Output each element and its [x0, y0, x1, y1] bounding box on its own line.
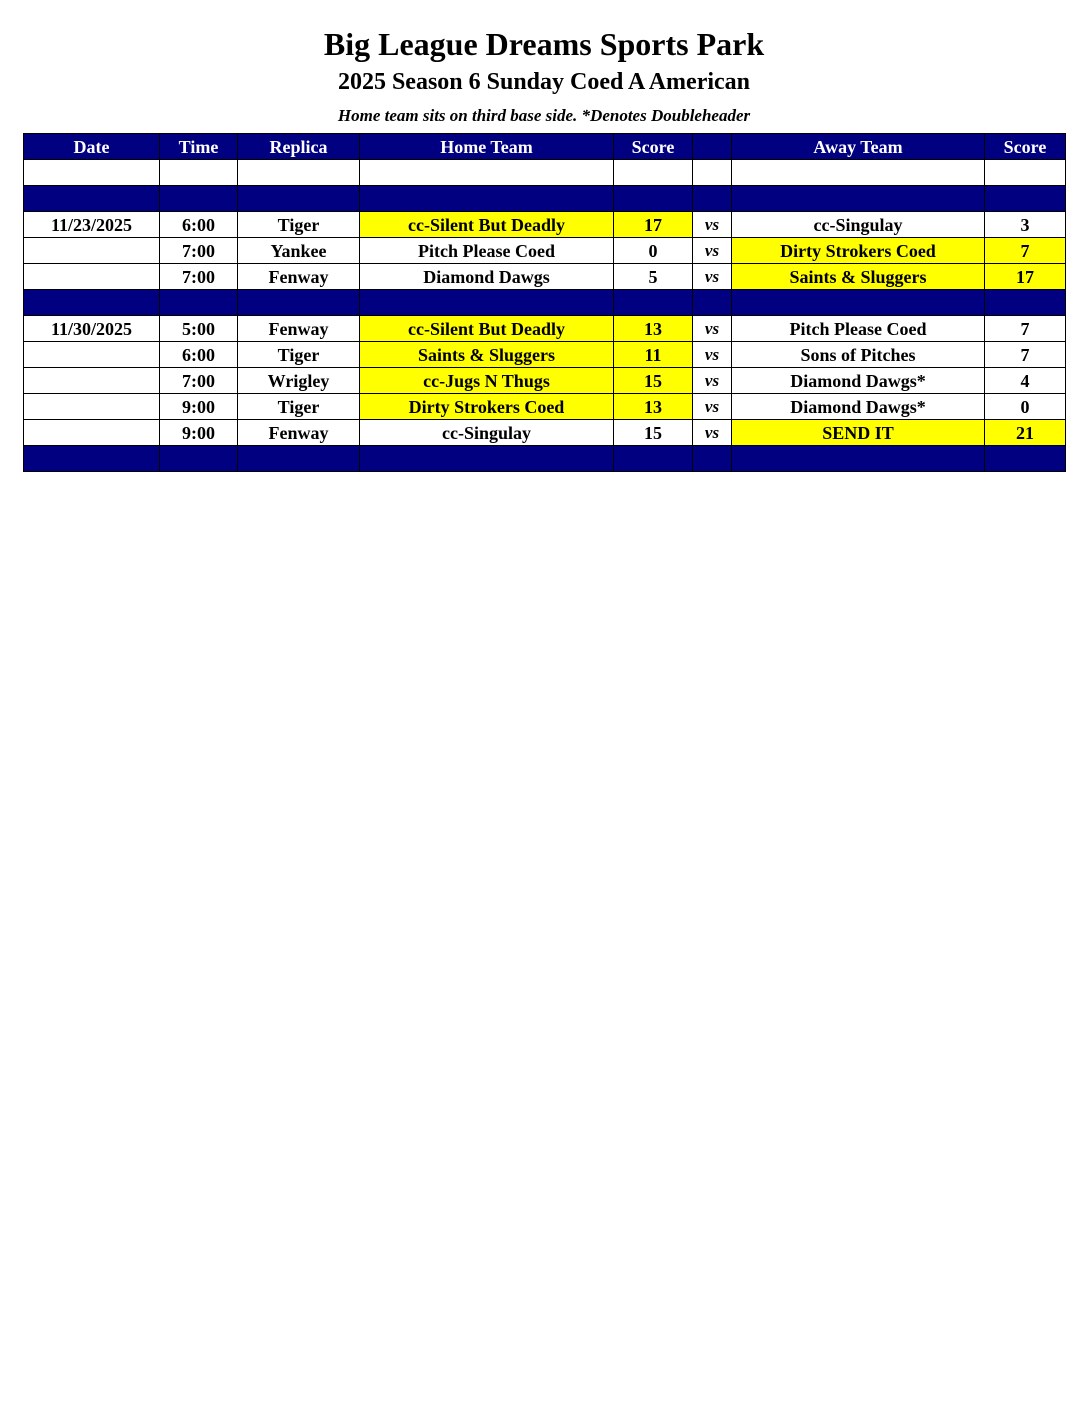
separator-row-cell	[24, 290, 160, 316]
replica-cell: Fenway	[238, 420, 360, 446]
home-team-cell: cc-Jugs N Thugs	[360, 368, 614, 394]
blank-row-cell	[614, 160, 693, 186]
separator-row-cell	[238, 290, 360, 316]
away-score-cell: 7	[985, 342, 1066, 368]
blank-row-cell	[985, 160, 1066, 186]
home-score-cell: 15	[614, 420, 693, 446]
page-note: Home team sits on third base side. *Denotes Doubleheader	[337, 106, 751, 125]
col-replica-header: Replica	[238, 134, 360, 160]
separator-row	[24, 186, 1066, 212]
table-header-row	[24, 134, 1066, 160]
vs-cell: vs	[693, 368, 732, 394]
home-team-cell: cc-Silent But Deadly	[360, 212, 614, 238]
separator-row-cell	[614, 446, 693, 472]
replica-cell: Wrigley	[238, 368, 360, 394]
separator-row-cell	[160, 290, 238, 316]
home-score-cell: 13	[614, 394, 693, 420]
home-score-cell: 15	[614, 368, 693, 394]
date-cell: 11/30/2025	[24, 316, 160, 342]
away-score-cell: 4	[985, 368, 1066, 394]
page-subtitle: 2025 Season 6 Sunday Coed A American	[337, 69, 751, 95]
away-score-cell: 17	[985, 264, 1066, 290]
col-time-header: Time	[160, 134, 238, 160]
vs-cell: vs	[693, 316, 732, 342]
away-team-cell: Sons of Pitches	[732, 342, 985, 368]
col-vs-header	[693, 134, 732, 160]
away-score-cell: 7	[985, 316, 1066, 342]
separator-row-cell	[985, 446, 1066, 472]
date-cell	[24, 420, 160, 446]
away-team-cell: Diamond Dawgs*	[732, 394, 985, 420]
col-away-team-header: Away Team	[732, 134, 985, 160]
replica-cell: Fenway	[238, 316, 360, 342]
separator-row-cell	[985, 186, 1066, 212]
separator-row-cell	[614, 290, 693, 316]
separator-row-cell	[24, 186, 160, 212]
away-team-cell: SEND IT	[732, 420, 985, 446]
separator-row-cell	[160, 446, 238, 472]
game-row	[24, 264, 1066, 290]
home-team-cell: cc-Silent But Deadly	[360, 316, 614, 342]
blank-row	[24, 160, 1066, 186]
replica-cell: Tiger	[238, 212, 360, 238]
home-score-cell: 11	[614, 342, 693, 368]
vs-cell: vs	[693, 212, 732, 238]
vs-cell: vs	[693, 342, 732, 368]
schedule-table	[23, 133, 1066, 472]
date-cell	[24, 394, 160, 420]
home-team-cell: Pitch Please Coed	[360, 238, 614, 264]
date-cell	[24, 368, 160, 394]
time-cell: 6:00	[160, 212, 238, 238]
col-home-team-header: Home Team	[360, 134, 614, 160]
home-score-cell: 13	[614, 316, 693, 342]
separator-row-cell	[24, 446, 160, 472]
separator-row-cell	[693, 290, 732, 316]
home-team-cell: Dirty Strokers Coed	[360, 394, 614, 420]
game-row	[24, 238, 1066, 264]
date-cell	[24, 342, 160, 368]
blank-row-cell	[160, 160, 238, 186]
replica-cell: Yankee	[238, 238, 360, 264]
away-team-cell: Dirty Strokers Coed	[732, 238, 985, 264]
blank-row-cell	[238, 160, 360, 186]
replica-cell: Fenway	[238, 264, 360, 290]
separator-row-cell	[732, 290, 985, 316]
col-date-header: Date	[24, 134, 160, 160]
vs-cell: vs	[693, 394, 732, 420]
away-team-cell: cc-Singulay	[732, 212, 985, 238]
home-team-cell: Diamond Dawgs	[360, 264, 614, 290]
away-team-cell: Saints & Sluggers	[732, 264, 985, 290]
separator-row	[24, 290, 1066, 316]
col-home-score-header: Score	[614, 134, 693, 160]
date-cell	[24, 238, 160, 264]
separator-row-cell	[360, 290, 614, 316]
blank-row-cell	[693, 160, 732, 186]
game-row	[24, 212, 1066, 238]
game-row	[24, 394, 1066, 420]
away-score-cell: 7	[985, 238, 1066, 264]
home-score-cell: 5	[614, 264, 693, 290]
separator-row-cell	[238, 186, 360, 212]
separator-row-cell	[238, 446, 360, 472]
date-cell	[24, 264, 160, 290]
home-team-cell: cc-Singulay	[360, 420, 614, 446]
blank-row-cell	[360, 160, 614, 186]
time-cell: 7:00	[160, 368, 238, 394]
game-row	[24, 420, 1066, 446]
home-team-cell: Saints & Sluggers	[360, 342, 614, 368]
col-away-score-header: Score	[985, 134, 1066, 160]
separator-row-cell	[732, 446, 985, 472]
time-cell: 6:00	[160, 342, 238, 368]
page-title: Big League Dreams Sports Park	[323, 26, 765, 62]
game-row	[24, 316, 1066, 342]
date-cell: 11/23/2025	[24, 212, 160, 238]
schedule-body	[24, 160, 1066, 472]
time-cell: 9:00	[160, 394, 238, 420]
replica-cell: Tiger	[238, 342, 360, 368]
away-team-cell: Pitch Please Coed	[732, 316, 985, 342]
separator-row-cell	[360, 446, 614, 472]
away-score-cell: 0	[985, 394, 1066, 420]
separator-row	[24, 446, 1066, 472]
blank-row-cell	[24, 160, 160, 186]
vs-cell: vs	[693, 420, 732, 446]
separator-row-cell	[693, 186, 732, 212]
separator-row-cell	[732, 186, 985, 212]
time-cell: 7:00	[160, 238, 238, 264]
away-team-cell: Diamond Dawgs*	[732, 368, 985, 394]
home-score-cell: 0	[614, 238, 693, 264]
home-score-cell: 17	[614, 212, 693, 238]
time-cell: 5:00	[160, 316, 238, 342]
away-score-cell: 3	[985, 212, 1066, 238]
blank-row-cell	[732, 160, 985, 186]
vs-cell: vs	[693, 264, 732, 290]
away-score-cell: 21	[985, 420, 1066, 446]
separator-row-cell	[614, 186, 693, 212]
vs-cell: vs	[693, 238, 732, 264]
time-cell: 7:00	[160, 264, 238, 290]
separator-row-cell	[360, 186, 614, 212]
separator-row-cell	[160, 186, 238, 212]
replica-cell: Tiger	[238, 394, 360, 420]
separator-row-cell	[985, 290, 1066, 316]
game-row	[24, 342, 1066, 368]
separator-row-cell	[693, 446, 732, 472]
game-row	[24, 368, 1066, 394]
time-cell: 9:00	[160, 420, 238, 446]
